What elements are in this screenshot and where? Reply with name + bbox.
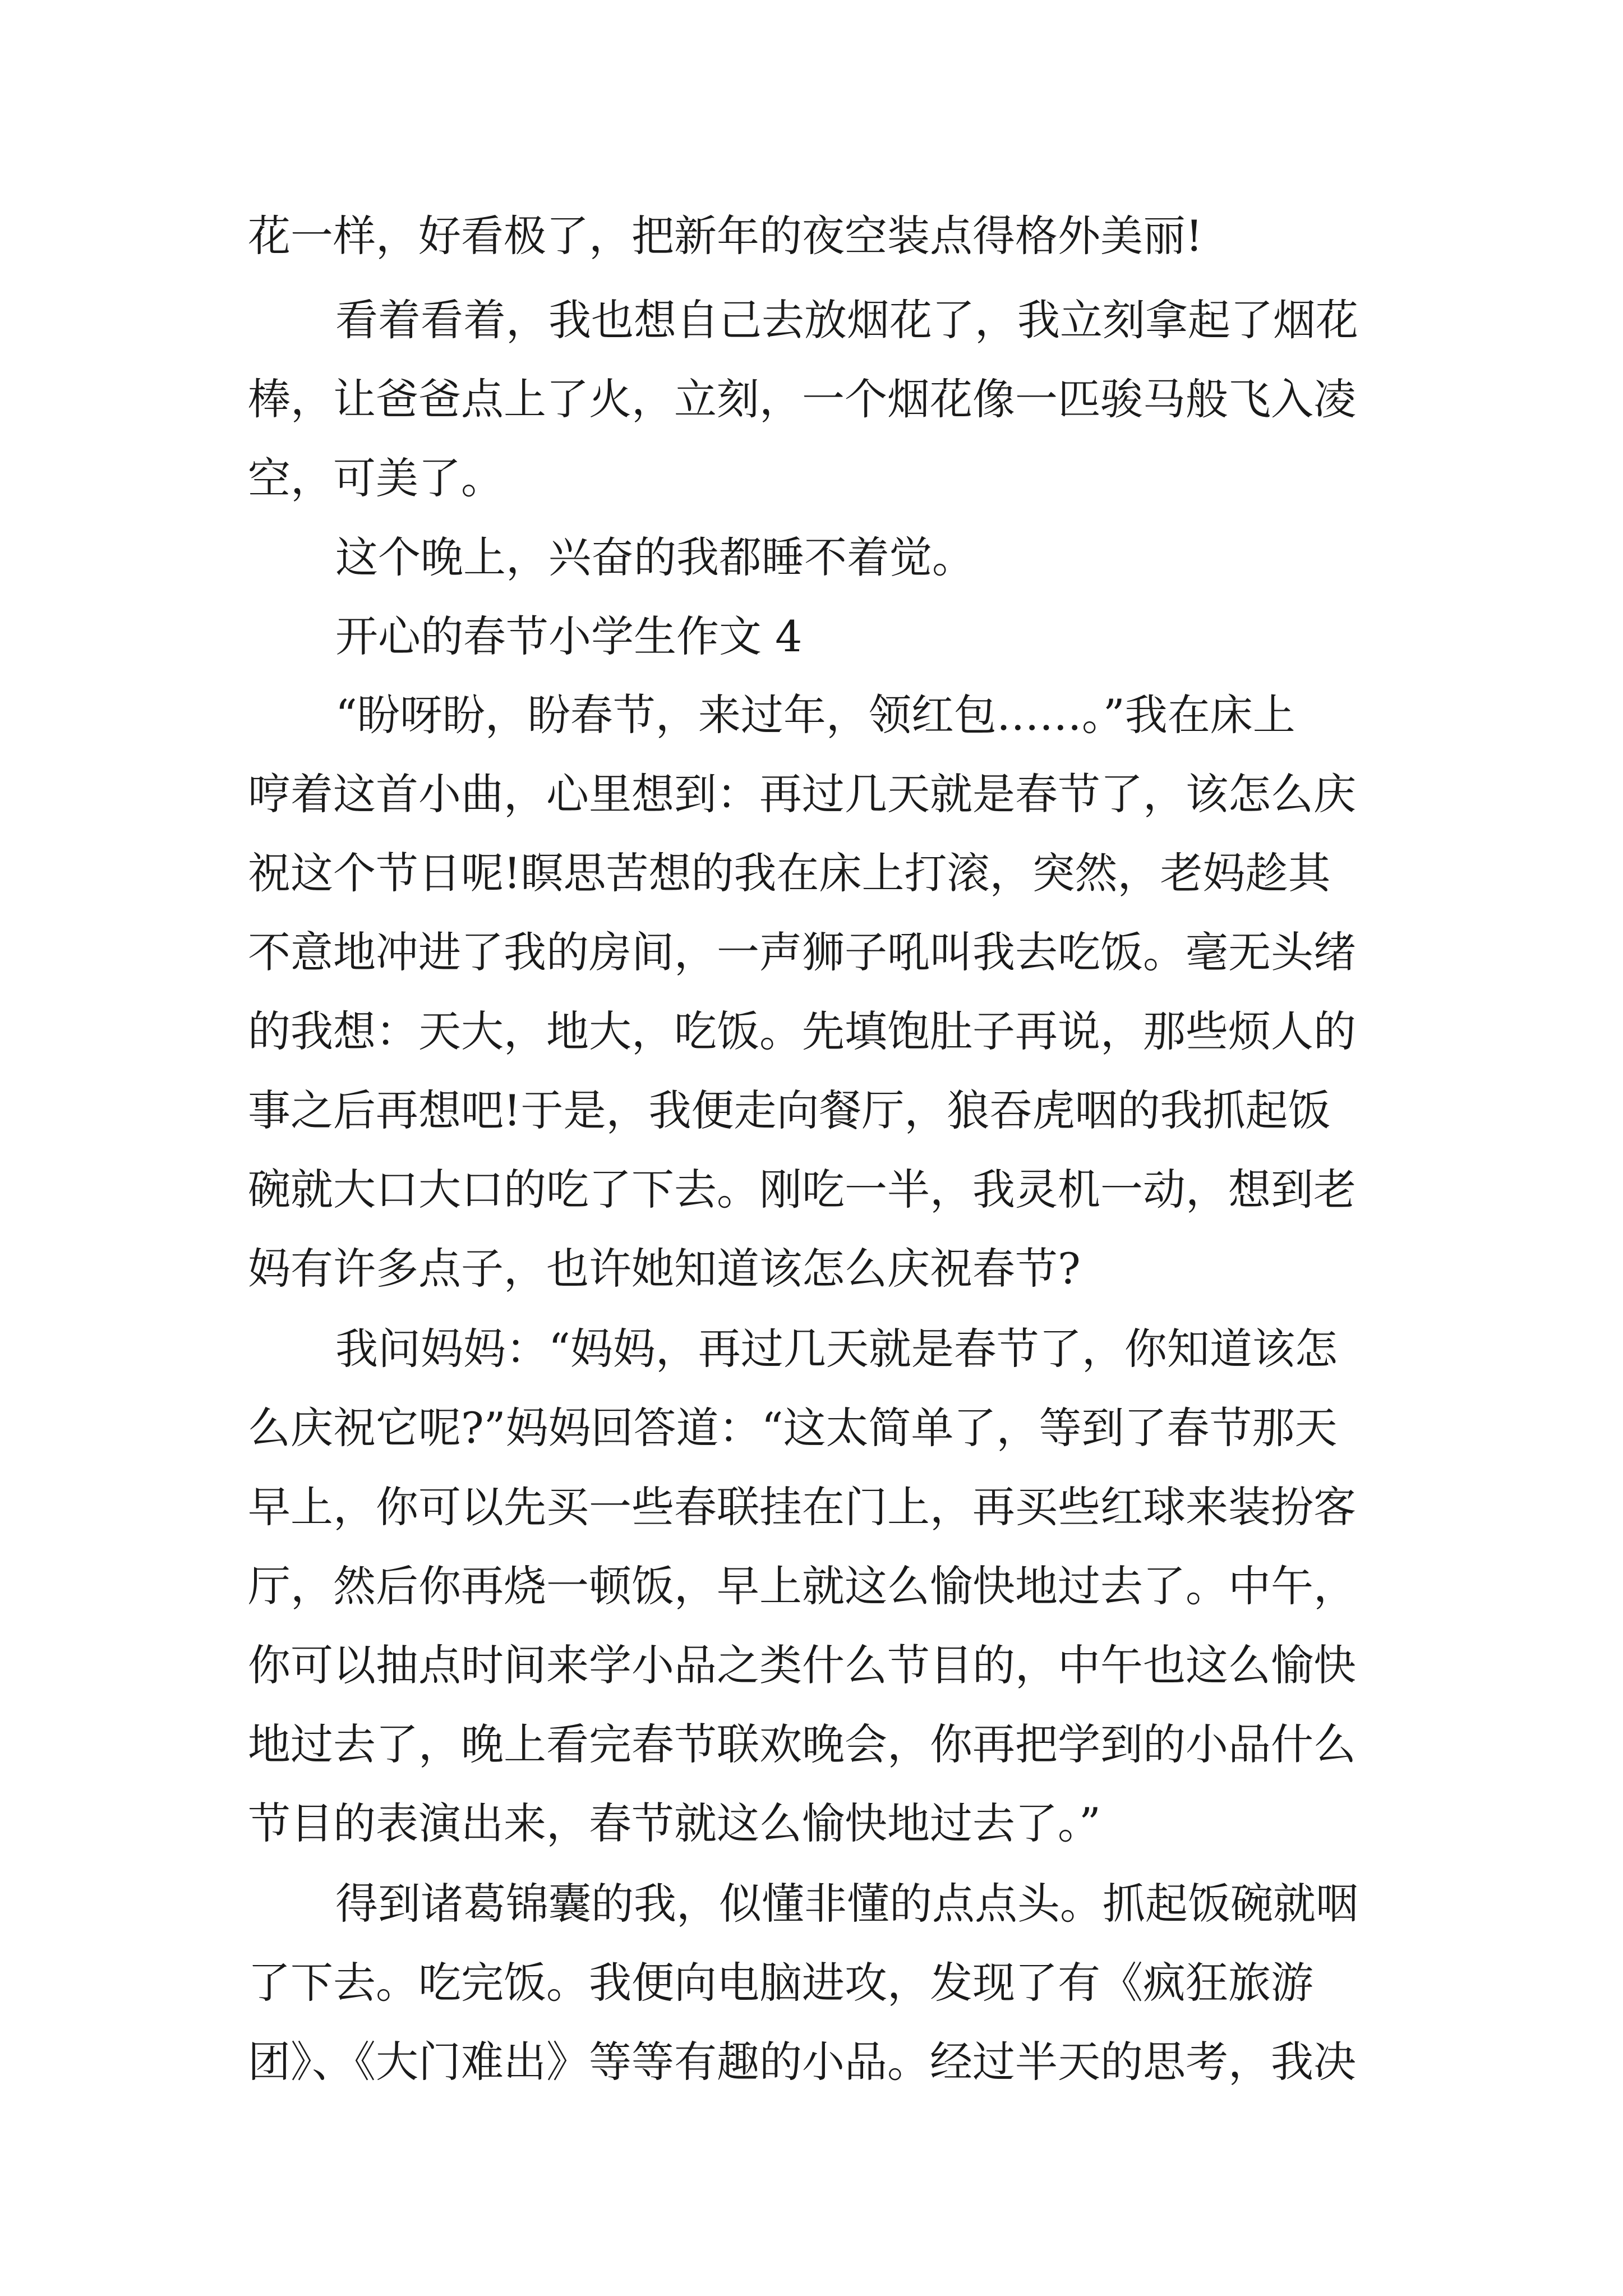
text-line: 地过去了，晚上看完春节联欢晚会，你再把学到的小品什么 [248,1719,1356,1769]
text-line: “盼呀盼，盼春节，来过年，领红包……。”我在床上 [335,690,1295,740]
text-line: 我问妈妈：“妈妈，再过几天就是春节了，你知道该怎 [335,1324,1338,1374]
text-line: 事之后再想吧!于是，我便走向餐厅，狼吞虎咽的我抓起饭 [248,1085,1331,1135]
text-line: 团》、《大门难出》等等有趣的小品。经过半天的思考，我决 [248,2037,1356,2087]
text-line: 空，可美了。 [248,453,504,503]
text-line: 看着看着，我也想自己去放烟花了，我立刻拿起了烟花 [335,295,1358,345]
text-line: 碗就大口大口的吃了下去。刚吃一半，我灵机一动，想到老 [248,1165,1356,1214]
text-line: 这个晚上，兴奋的我都睡不着觉。 [335,532,975,582]
text-line: 不意地冲进了我的房间，一声狮子吼叫我去吃饭。毫无头绪 [248,927,1356,977]
text-line: 得到诸葛锦囊的我，似懂非懂的点点头。抓起饭碗就咽 [335,1879,1358,1929]
text-line: 了下去。吃完饭。我便向电脑进攻，发现了有《疯狂旅游 [248,1958,1313,2008]
text-line: 节目的表演出来，春节就这么愉快地过去了。” [248,1798,1101,1848]
text-line: 妈有许多点子，也许她知道该怎么庆祝春节? [248,1244,1081,1294]
text-line: 早上，你可以先买一些春联挂在门上，再买些红球来装扮客 [248,1482,1356,1532]
text-line: 花一样，好看极了，把新年的夜空装点得格外美丽! [248,211,1203,261]
text-line: 棒，让爸爸点上了火，立刻，一个烟花像一匹骏马般飞入凌 [248,374,1356,424]
text-line: 厅，然后你再烧一顿饭，早上就这么愉快地过去了。中午， [248,1561,1356,1611]
text-line: 么庆祝它呢?”妈妈回答道：“这太简单了，等到了春节那天 [248,1403,1338,1453]
text-line: 的我想：天大，地大，吃饭。先填饱肚子再说，那些烦人的 [248,1006,1356,1056]
text-line: 你可以抽点时间来学小品之类什么节目的，中午也这么愉快 [248,1640,1356,1690]
section-heading: 开心的春节小学生作文 4 [335,611,803,661]
text-line: 哼着这首小曲，心里想到：再过几天就是春节了，该怎么庆 [248,769,1356,819]
text-line: 祝这个节日呢!瞑思苦想的我在床上打滚，突然，老妈趁其 [248,848,1331,898]
